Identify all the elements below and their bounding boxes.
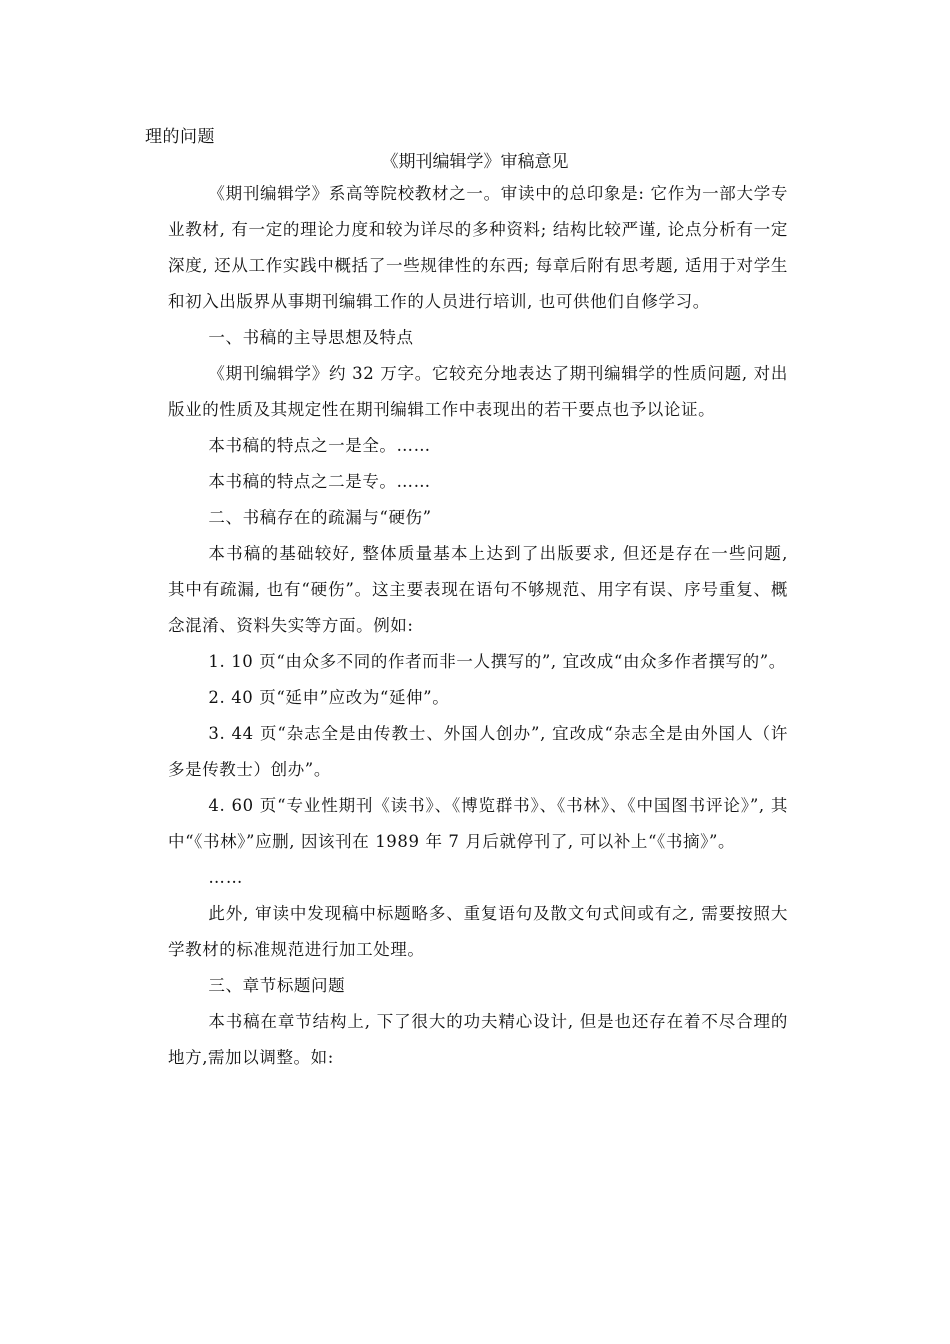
paragraph-issues: 本书稿的基础较好, 整体质量基本上达到了出版要求, 但还是存在一些问题, 其中有疏漏, 也有“硬伤”。这主要表现在语句不够规范、用字有误、序号重复、概念混淆、资料失实等方面。例如: — [168, 544, 788, 635]
section-heading-2: 二、书稿存在的疏漏与“硬伤” — [208, 508, 432, 527]
list-item-3: 3. 44 页“杂志全是由传教士、外国人创办”, 宜改成“杂志全是由外国人（许多是传教士）创办”。 — [168, 724, 788, 779]
paragraph-additional: 此外, 审读中发现稿中标题略多、重复语句及散文句式间或有之, 需要按照大学教材的标准规范进行加工处理。 — [168, 904, 788, 959]
ellipsis-line: …… — [208, 868, 244, 887]
paragraph-feature-2: 本书稿的特点之二是专。…… — [208, 472, 431, 491]
document-body — [168, 176, 788, 1076]
section-heading-3: 三、章节标题问题 — [208, 976, 346, 995]
paragraph-word-count: 《期刊编辑学》约 32 万字。它较充分地表达了期刊编辑学的性质问题, 对出版业的性质及其规定性在期刊编辑工作中表现出的若干要点也予以论证。 — [168, 364, 788, 419]
paragraph-feature-1: 本书稿的特点之一是全。…… — [208, 436, 431, 455]
paragraph-intro: 《期刊编辑学》系高等院校教材之一。审读中的总印象是: 它作为一部大学专业教材, 有一定的理论力度和较为详尽的多种资料; 结构比较严谨, 论点分析有一定深度, 还从工作实践中概括了一些规律性的东西; 每章后附有思考题, 适用于对学生和初入出版界从事期刊编辑工作的人员进行培训, 也可供他们自修学习。 — [168, 184, 788, 311]
carryover-text: 理的问题 — [145, 127, 215, 147]
list-item-2: 2. 40 页“延申”应改为“延伸”。 — [208, 688, 450, 707]
document-title: 《期刊编辑学》审稿意见 — [381, 152, 569, 172]
list-item-4: 4. 60 页“专业性期刊《读书》、《博览群书》、《书林》、《中国图书评论》”, 其中“《书林》”应删, 因该刊在 1989 年 7 月后就停刊了, 可以补上“《书摘》”。 — [168, 796, 788, 851]
section-heading-1: 一、书稿的主导思想及特点 — [208, 328, 414, 347]
list-item-1: 1. 10 页“由众多不同的作者而非一人撰写的”, 宜改成“由众多作者撰写的”。 — [208, 652, 786, 671]
paragraph-chapter-structure: 本书稿在章节结构上, 下了很大的功夫精心设计, 但是也还存在着不尽合理的地方,需加以调整。如: — [168, 1012, 788, 1067]
